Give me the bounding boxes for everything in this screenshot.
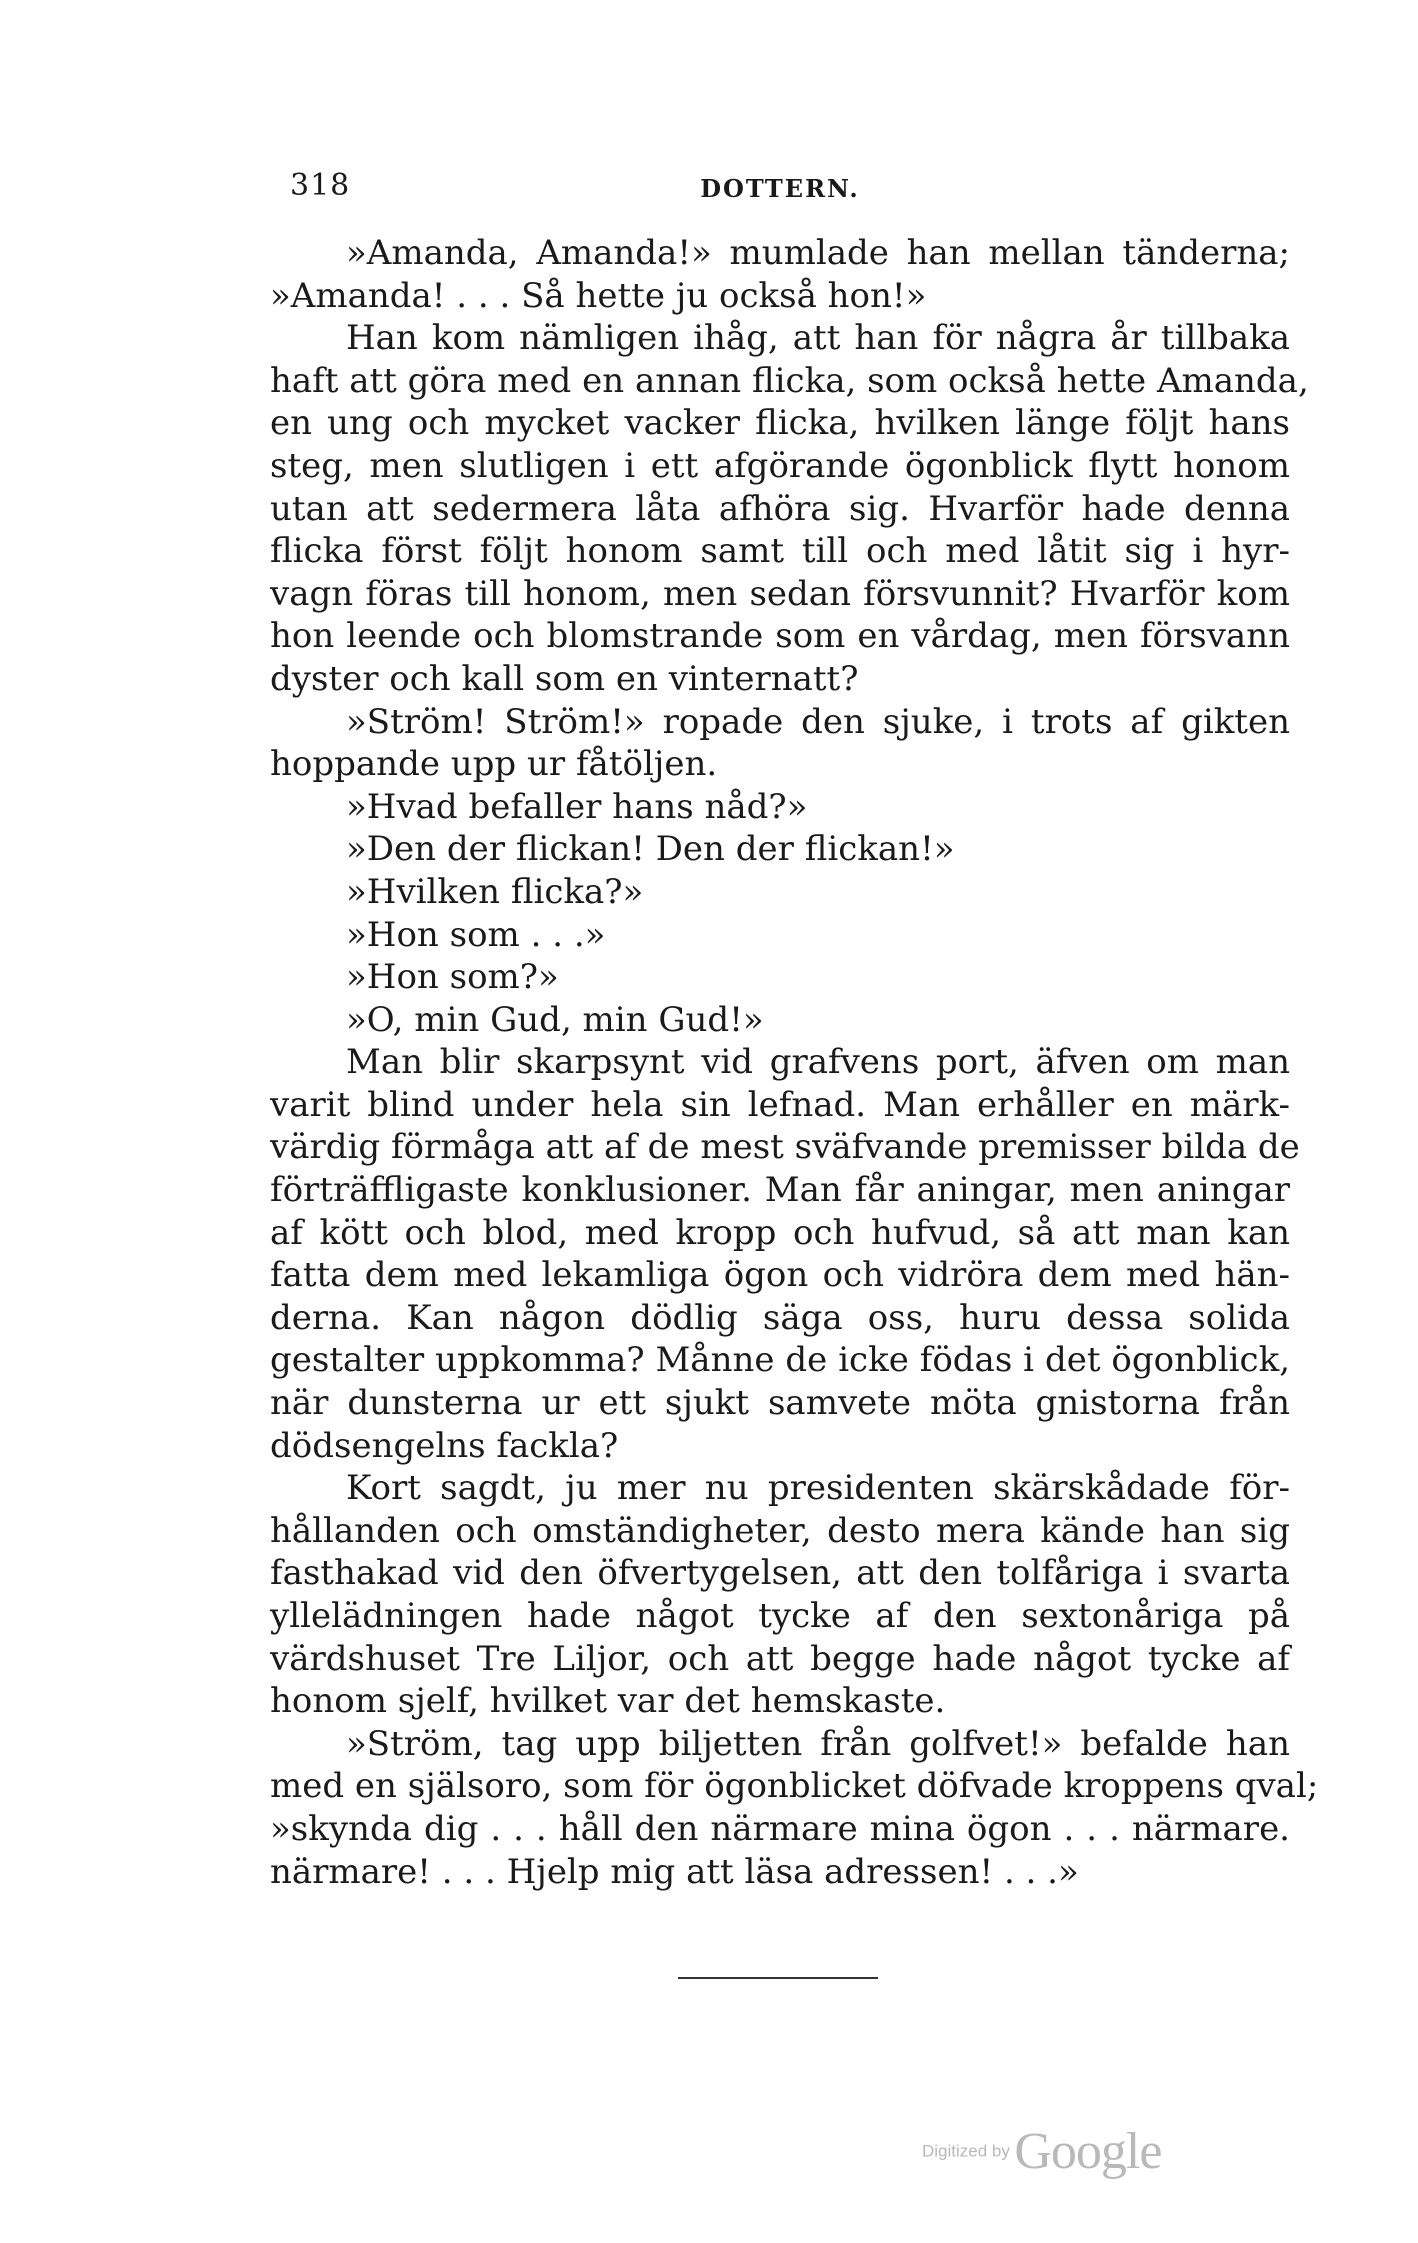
- body-text: [270, 232, 1319, 1893]
- paragraph: [270, 999, 1290, 1042]
- text-line: närmare! . . . Hjelp mig att läsa adressen! . . .»: [270, 1851, 1079, 1892]
- text-line: derna. Kan någon dödlig säga oss, huru dessa solida: [270, 1297, 1290, 1338]
- running-head: DOTTERN.: [700, 174, 860, 203]
- text-line: hållanden och omständigheter, desto mera kände han sig: [270, 1510, 1290, 1551]
- paragraph: [270, 1723, 1319, 1893]
- text-line: fatta dem med lekamliga ögon och vidröra dem med hän-: [270, 1255, 1290, 1296]
- text-line: »Hvad befaller hans nåd?»: [346, 786, 808, 827]
- paragraph: [270, 871, 1290, 914]
- text-line: Man blir skarpsynt vid grafvens port, äfven om man: [346, 1042, 1290, 1083]
- section-divider: [678, 1977, 878, 1979]
- text-line: »Hon som?»: [346, 957, 559, 998]
- watermark-prefix: Digitized by: [922, 2141, 1010, 2161]
- text-line: hon leende och blomstrande som en vårdag, men försvann: [270, 616, 1290, 657]
- paragraph: [270, 956, 1290, 999]
- text-line: gestalter uppkomma? Månne de icke födas i det ögonblick,: [270, 1340, 1290, 1381]
- text-line: förträffligaste konklusioner. Man får aningar, men aningar: [270, 1170, 1290, 1211]
- text-line: hoppande upp ur fåtöljen.: [270, 744, 718, 785]
- text-line: »Amanda, Amanda!» mumlade han mellan tänderna;: [346, 233, 1290, 273]
- text-line: Kort sagdt, ju mer nu presidenten skärskådade för-: [346, 1468, 1290, 1509]
- text-line: »Ström! Ström!» ropade den sjuke, i trots af gikten: [346, 701, 1290, 742]
- text-line: af kött och blod, med kropp och hufvud, så att man kan: [270, 1212, 1290, 1253]
- text-line: dyster och kall som en vinternatt?: [270, 658, 859, 699]
- text-line: »O, min Gud, min Gud!»: [346, 999, 764, 1040]
- text-line: dödsengelns fackla?: [270, 1425, 619, 1466]
- text-line: utan att sedermera låta afhöra sig. Hvarför hade denna: [270, 488, 1290, 529]
- paragraph: [270, 1041, 1300, 1467]
- paragraph: [270, 232, 1290, 317]
- paragraph: [270, 1467, 1290, 1723]
- text-line: värdig förmåga att af de mest sväfvande premisser bilda de: [270, 1127, 1300, 1168]
- text-line: flicka först följt honom samt till och med låtit sig i hyr-: [270, 531, 1290, 572]
- page-number: 318: [290, 168, 351, 203]
- text-line: Han kom nämligen ihåg, att han för några år tillbaka: [346, 318, 1290, 359]
- text-line: »Ström, tag upp biljetten från golfvet!» befalde han: [346, 1723, 1290, 1764]
- paragraph: [270, 317, 1309, 700]
- text-line: steg, men slutligen i ett afgörande ögonblick flytt honom: [270, 445, 1290, 486]
- text-line: »skynda dig . . . håll den närmare mina ögon . . . närmare.: [270, 1808, 1290, 1849]
- text-line: värdshuset Tre Liljor, och att begge hade något tycke af: [270, 1638, 1290, 1679]
- paragraph: [270, 914, 1290, 957]
- text-line: varit blind under hela sin lefnad. Man erhåller en märk-: [270, 1084, 1290, 1125]
- paragraph: [270, 828, 1290, 871]
- text-line: med en själsoro, som för ögonblicket döfvade kroppens qval;: [270, 1766, 1319, 1807]
- digitized-watermark: [922, 2122, 1161, 2181]
- paragraph: [270, 786, 1290, 829]
- text-line: »Den der flickan! Den der flickan!»: [346, 829, 955, 870]
- text-line: »Hon som . . .»: [346, 914, 606, 955]
- paragraph: [270, 701, 1290, 786]
- text-line: honom sjelf, hvilket var det hemskaste.: [270, 1681, 946, 1722]
- text-line: när dunsterna ur ett sjukt samvete möta gnistorna från: [270, 1383, 1290, 1424]
- text-line: haft att göra med en annan flicka, som också hette Amanda,: [270, 360, 1309, 401]
- text-line: yllelädningen hade något tycke af den sextonåriga på: [270, 1596, 1290, 1636]
- text-line: fasthakad vid den öfvertygelsen, att den tolfåriga i svarta: [270, 1553, 1290, 1594]
- text-line: vagn föras till honom, men sedan försvunnit? Hvarför kom: [270, 573, 1290, 614]
- google-logo: Google: [1014, 2123, 1162, 2180]
- text-line: »Hvilken flicka?»: [346, 871, 644, 912]
- text-line: en ung och mycket vacker flicka, hvilken länge följt hans: [270, 403, 1290, 444]
- text-line: »Amanda! . . . Så hette ju också hon!»: [270, 275, 927, 316]
- page-header: [270, 168, 1290, 212]
